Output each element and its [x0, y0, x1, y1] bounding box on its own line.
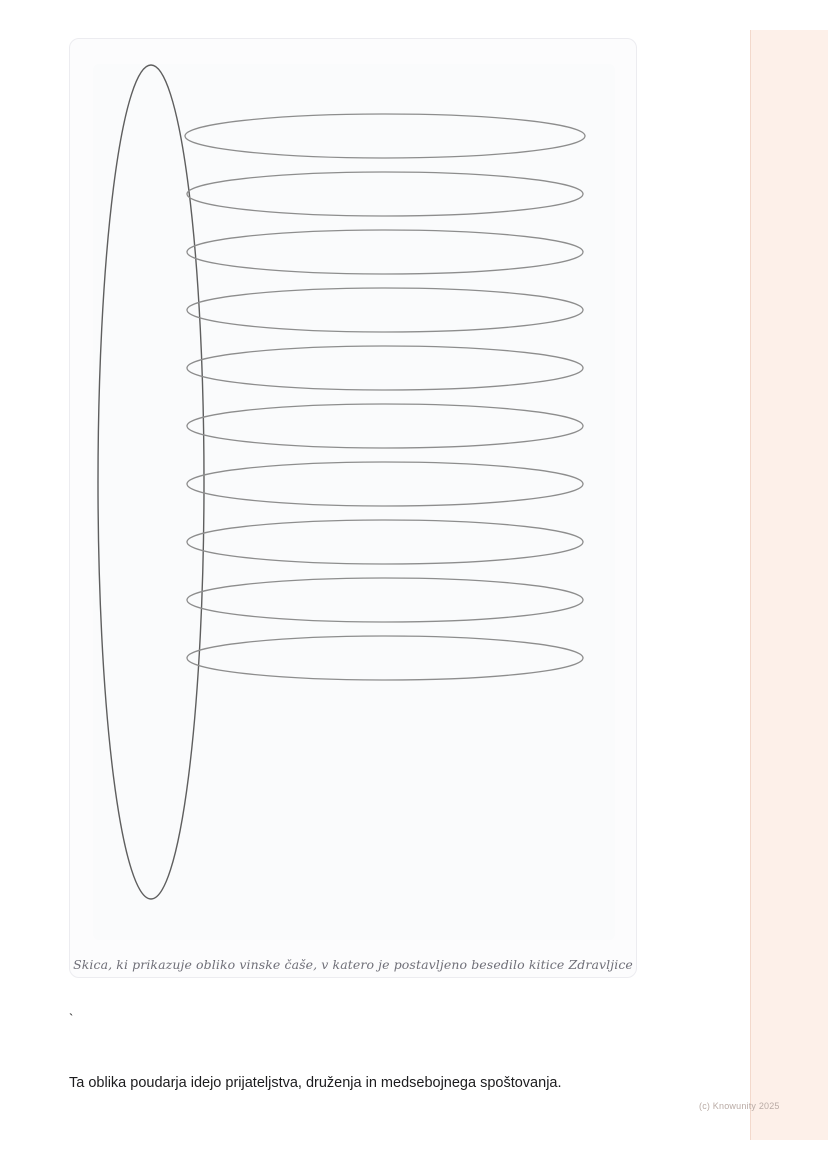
stanza-line-ellipse	[187, 288, 583, 332]
goblet-sketch-svg	[93, 64, 615, 940]
figure-drawing-panel	[93, 64, 615, 940]
figure-card	[69, 38, 637, 978]
body-paragraph: Ta oblika poudarja idejo prijateljstva, druženja in medsebojnega spoštovanja.	[69, 1074, 562, 1091]
watermark-text: (c) Knowunity 2025	[699, 1101, 780, 1111]
right-accent-divider	[750, 30, 751, 1140]
stanza-line-ellipse	[185, 114, 585, 158]
stanza-line-ellipse	[187, 230, 583, 274]
stanza-line-ellipse	[187, 172, 583, 216]
stray-backtick-mark: `	[69, 1011, 74, 1026]
stanza-line-ellipse	[187, 462, 583, 506]
stanza-line-ellipse	[187, 404, 583, 448]
figure-caption: Skica, ki prikazuje obliko vinske čaše, v katero je postavljeno besedilo kitice Zdravljice	[73, 957, 633, 972]
stanza-line-ellipse	[187, 578, 583, 622]
stanza-line-ellipse	[187, 346, 583, 390]
stanza-line-ellipse	[187, 636, 583, 680]
stanza-line-ellipse	[187, 520, 583, 564]
right-accent-strip	[750, 30, 828, 1140]
